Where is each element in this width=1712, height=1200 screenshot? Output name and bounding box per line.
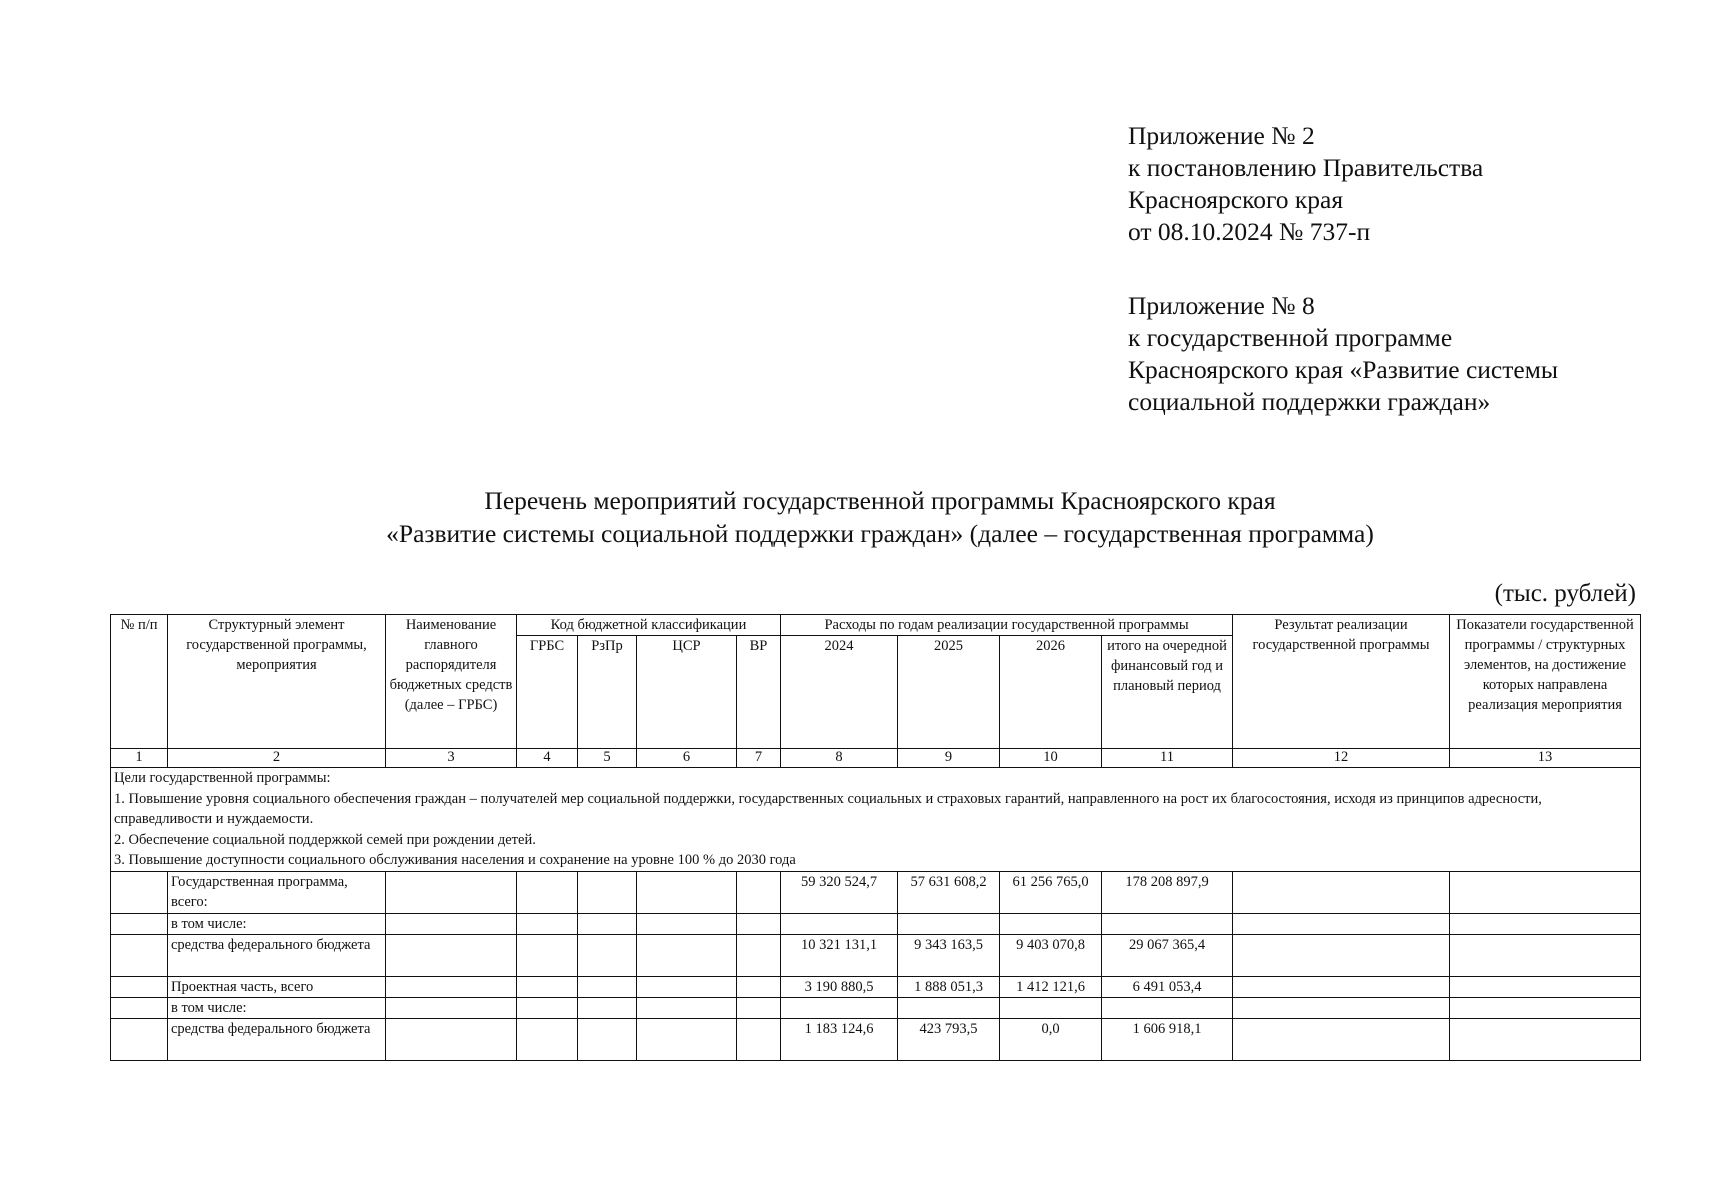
header-2026: 2026 (1000, 636, 1102, 749)
value-total: 1 606 918,1 (1102, 1018, 1233, 1060)
table-row (111, 871, 1641, 913)
title-line-2: «Развитие системы социальной поддержки граждан» (далее – государственная программа) (386, 519, 1374, 548)
table-row (111, 913, 1641, 934)
column-number: 6 (637, 749, 737, 768)
empty-cell (637, 871, 737, 913)
empty-cell (111, 871, 168, 913)
empty-cell (1450, 1018, 1641, 1060)
value-2024: 3 190 880,5 (781, 976, 898, 997)
empty-cell (1233, 934, 1450, 976)
value-total: 29 067 365,4 (1102, 934, 1233, 976)
empty-cell (637, 934, 737, 976)
column-number: 8 (781, 749, 898, 768)
empty-cell (517, 871, 578, 913)
empty-cell (386, 934, 517, 976)
header-total: итого на очередной финансовый год и плановый период (1102, 636, 1233, 749)
appendix-line: Приложение № 2 (1128, 121, 1315, 150)
value-2024: 1 183 124,6 (781, 1018, 898, 1060)
empty-cell (578, 997, 637, 1018)
empty-cell (737, 913, 781, 934)
empty-cell (1233, 997, 1450, 1018)
header-vr: ВР (737, 636, 781, 749)
empty-cell (1233, 871, 1450, 913)
empty-cell (637, 1018, 737, 1060)
header-grbs: ГРБС (517, 636, 578, 749)
column-number: 7 (737, 749, 781, 768)
empty-cell (578, 976, 637, 997)
goals-row (111, 768, 1641, 872)
value-2026 (1000, 997, 1102, 1018)
value-2024 (781, 913, 898, 934)
value-total (1102, 997, 1233, 1018)
value-2026: 61 256 765,0 (1000, 871, 1102, 913)
empty-cell (737, 934, 781, 976)
header-grbs-name: Наименование главного распорядителя бюджетных средств (далее – ГРБС) (386, 615, 517, 749)
empty-cell (111, 913, 168, 934)
column-number: 5 (578, 749, 637, 768)
empty-cell (578, 934, 637, 976)
row-label: средства федерального бюджета (168, 934, 386, 976)
row-label: Государственная программа, всего: (168, 871, 386, 913)
empty-cell (517, 934, 578, 976)
goal-item: 2. Обеспечение социальной поддержкой семей при рождении детей. (114, 831, 536, 848)
table-row (111, 934, 1641, 976)
empty-cell (517, 913, 578, 934)
empty-cell (737, 997, 781, 1018)
value-2025 (898, 997, 1000, 1018)
value-total: 6 491 053,4 (1102, 976, 1233, 997)
header-indicators: Показатели государственной программы / структурных элементов, на достижение которых направлена реализация мероприятия (1450, 615, 1641, 749)
value-2024: 10 321 131,1 (781, 934, 898, 976)
goals-heading: Цели государственной программы: (114, 770, 331, 786)
value-2026: 9 403 070,8 (1000, 934, 1102, 976)
table-row (111, 1018, 1641, 1060)
value-2024 (781, 997, 898, 1018)
empty-cell (737, 976, 781, 997)
appendix-line: к государственной программе (1128, 323, 1453, 352)
table-row (111, 997, 1641, 1018)
empty-cell (111, 934, 168, 976)
appendix-line: от 08.10.2024 № 737-п (1128, 217, 1371, 246)
empty-cell (111, 1018, 168, 1060)
appendix-line: Красноярского края «Развитие системы (1128, 355, 1558, 384)
column-number: 13 (1450, 749, 1641, 768)
empty-cell (1450, 976, 1641, 997)
header-rzpr: РзПр (578, 636, 637, 749)
value-2025 (898, 913, 1000, 934)
row-label: средства федерального бюджета (168, 1018, 386, 1060)
value-2026: 1 412 121,6 (1000, 976, 1102, 997)
value-2025: 9 343 163,5 (898, 934, 1000, 976)
empty-cell (637, 976, 737, 997)
empty-cell (578, 871, 637, 913)
appendix-8-block (1128, 290, 1558, 418)
row-label: в том числе: (168, 997, 386, 1018)
column-number: 11 (1102, 749, 1233, 768)
value-2024: 59 320 524,7 (781, 871, 898, 913)
column-number: 4 (517, 749, 578, 768)
header-2025: 2025 (898, 636, 1000, 749)
appendix-line: Приложение № 8 (1128, 291, 1315, 320)
empty-cell (1233, 976, 1450, 997)
column-number: 10 (1000, 749, 1102, 768)
header-expenses-group: Расходы по годам реализации государственной программы (781, 615, 1233, 636)
document-title (110, 484, 1650, 550)
column-number: 1 (111, 749, 168, 768)
value-total: 178 208 897,9 (1102, 871, 1233, 913)
value-2025: 1 888 051,3 (898, 976, 1000, 997)
empty-cell (1450, 913, 1641, 934)
value-2026 (1000, 913, 1102, 934)
column-number: 9 (898, 749, 1000, 768)
empty-cell (637, 997, 737, 1018)
empty-cell (386, 997, 517, 1018)
empty-cell (517, 997, 578, 1018)
measures-table (110, 614, 1641, 1061)
value-2026: 0,0 (1000, 1018, 1102, 1060)
empty-cell (737, 871, 781, 913)
appendix-line: социальной поддержки граждан» (1128, 387, 1491, 416)
empty-cell (517, 1018, 578, 1060)
appendix-line: к постановлению Правительства (1128, 153, 1484, 182)
empty-cell (1233, 913, 1450, 934)
column-number: 2 (168, 749, 386, 768)
header-csr: ЦСР (637, 636, 737, 749)
appendix-2-block (1128, 120, 1483, 248)
empty-cell (386, 871, 517, 913)
units-label: (тыс. рублей) (1494, 580, 1636, 607)
empty-cell (517, 976, 578, 997)
column-number: 3 (386, 749, 517, 768)
empty-cell (1450, 934, 1641, 976)
column-number: 12 (1233, 749, 1450, 768)
header-code-group: Код бюджетной классификации (517, 615, 781, 636)
empty-cell (1450, 871, 1641, 913)
header-row-1 (111, 615, 1641, 636)
value-2025: 423 793,5 (898, 1018, 1000, 1060)
header-result: Результат реализации государственной программы (1233, 615, 1450, 749)
header-2024: 2024 (781, 636, 898, 749)
row-label: в том числе: (168, 913, 386, 934)
value-2025: 57 631 608,2 (898, 871, 1000, 913)
empty-cell (111, 997, 168, 1018)
title-line-1: Перечень мероприятий государственной программы Красноярского края (484, 486, 1276, 515)
empty-cell (386, 1018, 517, 1060)
empty-cell (578, 1018, 637, 1060)
appendix-line: Красноярского края (1128, 185, 1344, 214)
goal-item: 1. Повышение уровня социального обеспечения граждан – получателей мер социальной поддержки, государственных социальных и страховых гарантий, направленного на рост их благосостояния, исходя из принципов адресности, справедливости и нуждаемости. (114, 790, 1542, 828)
row-label: Проектная часть, всего (168, 976, 386, 997)
program-goals (111, 768, 1641, 872)
header-num: № п/п (111, 615, 168, 749)
header-element: Структурный элемент государственной программы, мероприятия (168, 615, 386, 749)
empty-cell (386, 913, 517, 934)
value-total (1102, 913, 1233, 934)
empty-cell (386, 976, 517, 997)
empty-cell (111, 976, 168, 997)
empty-cell (1450, 997, 1641, 1018)
empty-cell (1233, 1018, 1450, 1060)
empty-cell (637, 913, 737, 934)
empty-cell (578, 913, 637, 934)
column-number-row (111, 749, 1641, 768)
empty-cell (737, 1018, 781, 1060)
goal-item: 3. Повышение доступности социального обслуживания населения и сохранение на уровне 100 % до 2030 года (114, 852, 796, 869)
table-row (111, 976, 1641, 997)
